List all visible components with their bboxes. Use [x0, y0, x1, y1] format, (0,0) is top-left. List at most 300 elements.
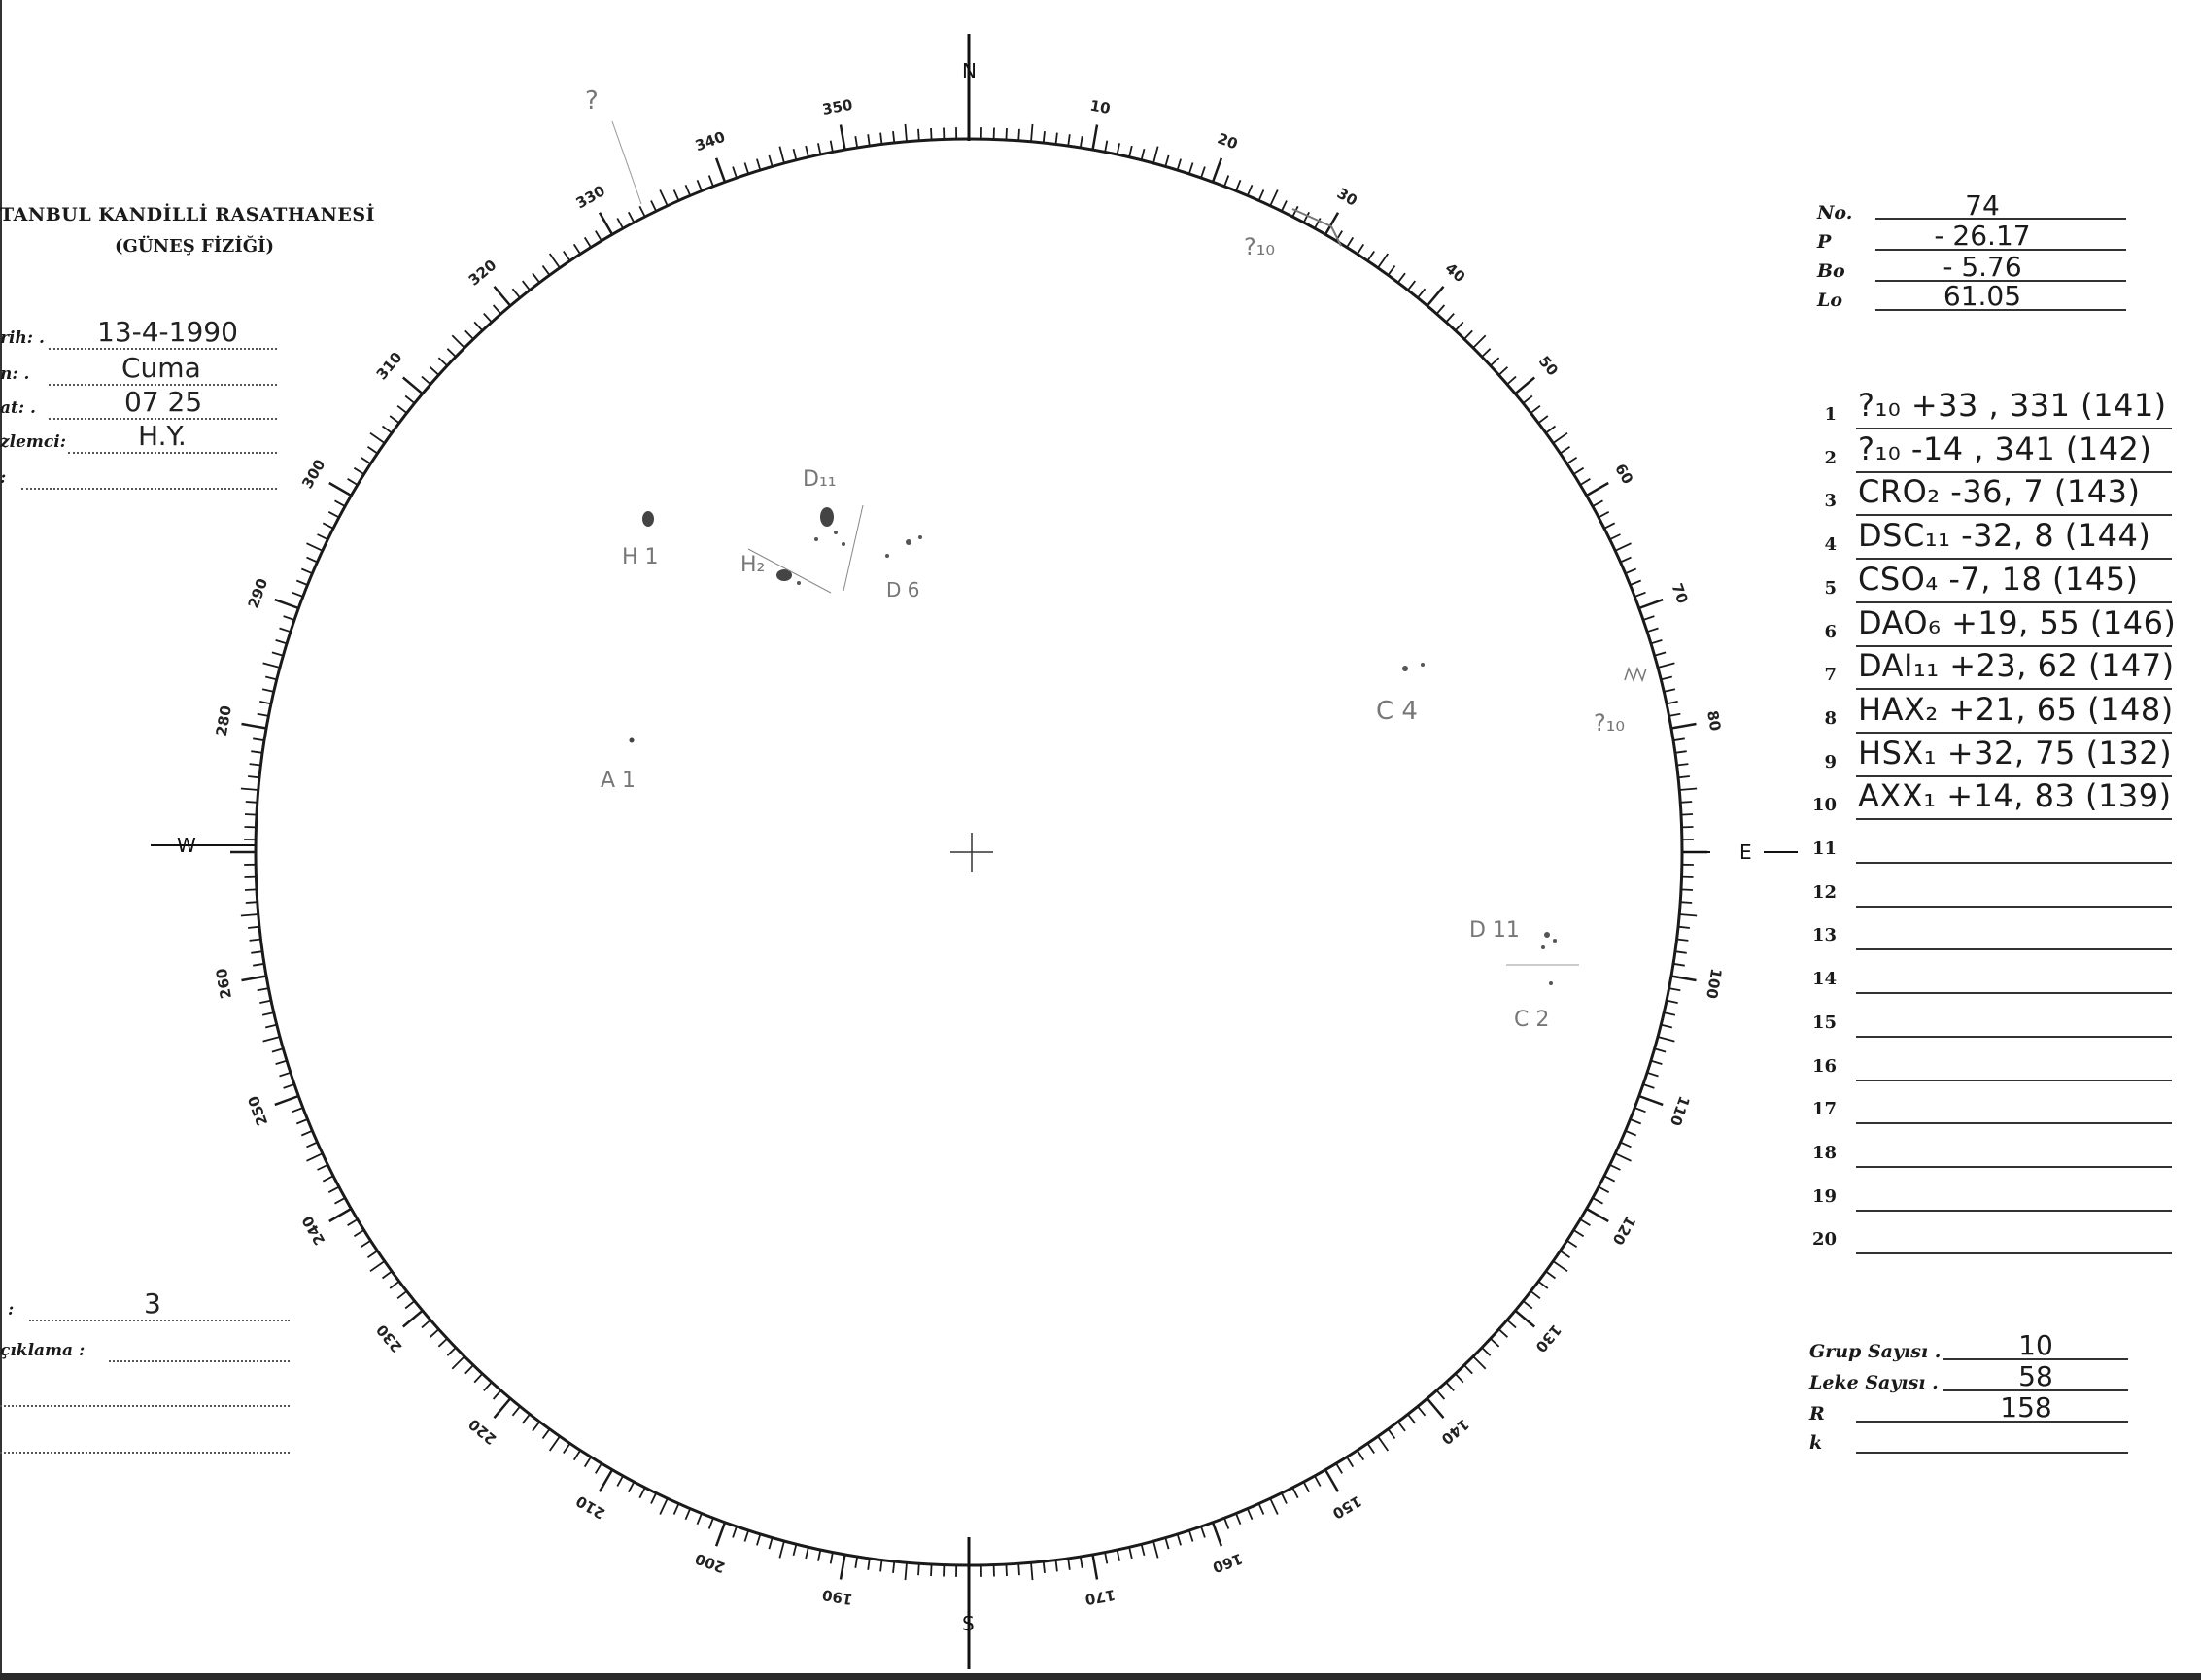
degree-tick [1667, 702, 1678, 704]
degree-tick [361, 458, 370, 464]
degree-tick [1068, 1559, 1070, 1570]
degree-tick [1189, 1530, 1193, 1541]
sunspot-group-c2 [1514, 981, 1553, 1032]
param-label-bo: Bo [1817, 260, 1845, 282]
degree-tick [1647, 1073, 1658, 1077]
degree-tick [1643, 1084, 1654, 1088]
degree-tick [1669, 714, 1681, 716]
degree-label: 340 [692, 127, 728, 155]
degree-tick [1201, 1526, 1205, 1537]
degree-tick [1610, 1165, 1621, 1170]
group-row-number: 15 [1811, 1012, 1837, 1033]
group-row-number: 19 [1811, 1186, 1837, 1207]
degree-tick [1507, 1320, 1516, 1328]
degree-tick [1491, 358, 1499, 365]
degree-tick [383, 427, 393, 433]
degree-label: 20 [1215, 129, 1241, 154]
degree-label: 40 [1441, 259, 1469, 287]
degree-tick [931, 128, 932, 140]
observer-value: H.Y. [138, 420, 187, 452]
degree-tick [674, 1504, 679, 1515]
degree-label: 220 [464, 1415, 500, 1449]
degree-tick [1142, 149, 1145, 160]
degree-tick [523, 281, 530, 291]
degree-tick [1456, 322, 1463, 330]
degree-tick [1282, 201, 1287, 212]
degree-tick [354, 468, 363, 474]
degree-tick [513, 289, 521, 297]
degree-tick [318, 534, 328, 539]
degree-tick [745, 1530, 749, 1541]
degree-tick [494, 1390, 501, 1399]
sunspot-label-d11-se: D 11 [1469, 918, 1520, 943]
degree-tick [447, 1348, 456, 1355]
param-value-bo: - 5.76 [1943, 251, 2022, 283]
degree-label: 190 [820, 1586, 854, 1609]
degree-tick [1105, 1553, 1107, 1564]
degree-tick [1677, 764, 1689, 765]
degree-tick [307, 543, 323, 551]
degree-tick [258, 714, 269, 716]
degree-tick [1678, 927, 1690, 928]
summary-label-r: R [1809, 1403, 1825, 1424]
degree-tick [1523, 396, 1531, 404]
degree-tick [259, 1001, 271, 1004]
degree-tick [1259, 1504, 1264, 1515]
degree-tick [405, 396, 414, 404]
degree-tick [265, 677, 277, 680]
degree-tick [629, 212, 635, 223]
group-row-entry: DAI₁₁ +23, 62 (147) [1858, 647, 2175, 684]
north-label: N [962, 59, 977, 83]
degree-tick [1515, 378, 1534, 394]
degree-tick [1634, 593, 1645, 597]
degree-tick [1593, 500, 1603, 506]
degree-tick [733, 167, 737, 178]
degree-tick [1574, 468, 1584, 474]
degree-tick [1259, 190, 1264, 201]
degree-tick [1464, 1365, 1472, 1374]
degree-tick [403, 1311, 423, 1327]
degree-tick [1530, 1291, 1540, 1298]
degree-tick [1473, 335, 1486, 348]
group-row-number: 11 [1811, 839, 1837, 859]
degree-tick [1561, 447, 1570, 454]
department-subtitle: (GÜNEŞ FİZİĞİ) [114, 236, 275, 257]
degree-tick [1270, 1498, 1278, 1514]
degree-tick [1427, 1398, 1444, 1418]
degree-label: 100 [1702, 967, 1726, 1001]
degree-label: 230 [372, 1320, 406, 1356]
degree-label: 280 [212, 703, 235, 737]
degree-tick [1398, 273, 1405, 283]
degree-tick [1538, 416, 1548, 423]
degree-tick [284, 616, 294, 620]
degree-tick [1367, 252, 1374, 261]
degree-tick [1680, 802, 1692, 803]
degree-tick [1679, 789, 1697, 791]
degree-tick [1437, 1390, 1445, 1399]
degree-tick [259, 702, 271, 704]
degree-tick [1664, 1012, 1675, 1015]
degree-tick [1667, 1001, 1678, 1004]
group-row-entry: ?₁₀ -14 , 341 (142) [1858, 430, 2152, 467]
degree-tick [495, 287, 511, 306]
degree-tick [906, 1562, 908, 1580]
degree-tick [1658, 663, 1674, 668]
degree-tick [1358, 244, 1364, 254]
degree-label: 130 [1531, 1320, 1565, 1356]
degree-tick [452, 1356, 464, 1369]
degree-label: 260 [212, 967, 235, 1001]
degree-tick [769, 1538, 772, 1550]
sunspot-group-d11-se [1469, 918, 1579, 965]
degree-tick [323, 523, 333, 529]
degree-tick [660, 190, 668, 206]
degree-tick [1580, 1219, 1590, 1225]
degree-tick [1561, 1251, 1570, 1257]
degree-tick [1367, 1444, 1374, 1454]
degree-tick [769, 155, 772, 167]
group-row-number: 10 [1811, 795, 1837, 815]
degree-tick [1615, 1153, 1631, 1161]
date-label: rih: . [0, 328, 45, 348]
degree-tick [292, 1108, 303, 1112]
degree-tick [1515, 1311, 1534, 1327]
degree-tick [474, 322, 482, 330]
sunspot-label-d6: D 6 [886, 578, 920, 601]
degree-tick [806, 146, 808, 157]
degree-tick [253, 964, 264, 966]
degree-tick [1639, 1096, 1664, 1105]
group-row-number: 5 [1824, 578, 1837, 599]
degree-tick [1677, 940, 1689, 941]
degree-tick [1464, 330, 1472, 339]
degree-tick [716, 1523, 725, 1547]
degree-tick [1604, 1176, 1615, 1182]
degree-tick [880, 1560, 881, 1572]
degree-tick [246, 902, 258, 903]
degree-tick [1553, 1261, 1567, 1271]
degree-tick [709, 176, 713, 187]
degree-tick [1093, 125, 1098, 151]
degree-tick [328, 1187, 339, 1193]
degree-tick [1634, 1108, 1645, 1112]
degree-tick [1031, 124, 1033, 142]
sunspot-label-unknown-east: ?₁₀ [1594, 709, 1625, 737]
degree-tick [1213, 158, 1221, 183]
degree-tick [868, 1559, 870, 1570]
summary-value-r: 158 [2000, 1391, 2052, 1423]
degree-tick [1236, 180, 1241, 190]
degree-tick [651, 1493, 656, 1504]
degree-tick [1567, 458, 1577, 464]
degree-tick [301, 569, 312, 574]
degree-tick [1129, 146, 1132, 157]
summary-label-spots: Leke Sayısı . [1809, 1372, 1939, 1393]
degree-tick [422, 377, 430, 385]
degree-tick [1538, 1282, 1548, 1288]
degree-tick [1671, 724, 1697, 729]
degree-tick [262, 1012, 274, 1015]
degree-label: 350 [820, 95, 854, 119]
degree-tick [1673, 964, 1685, 966]
degree-tick [600, 213, 612, 235]
degree-tick [1153, 147, 1158, 163]
param-label-no: No. [1817, 202, 1853, 223]
degree-tick [1491, 1339, 1499, 1347]
degree-tick [1621, 558, 1632, 563]
degree-tick [1599, 512, 1609, 518]
degree-tick [1418, 1406, 1426, 1415]
degree-tick [523, 1414, 530, 1423]
degree-tick [1675, 951, 1687, 953]
degree-tick [250, 764, 261, 765]
sunspot-group-d6 [843, 505, 922, 601]
degree-tick [543, 266, 550, 276]
group-row-number: 2 [1824, 448, 1837, 468]
degree-tick [779, 1541, 784, 1558]
degree-tick [745, 163, 749, 174]
degree-tick [596, 1463, 602, 1473]
degree-tick [686, 185, 691, 195]
degree-tick [1178, 1534, 1182, 1546]
degree-tick [296, 581, 307, 586]
group-row-number: 8 [1824, 708, 1837, 729]
degree-tick [585, 1457, 591, 1467]
sunspot-label-c4: C 4 [1376, 697, 1418, 726]
degree-tick [258, 988, 269, 990]
degree-tick [248, 776, 259, 777]
degree-tick [918, 129, 919, 141]
group-row-number: 9 [1824, 752, 1837, 772]
degree-tick [1282, 1493, 1287, 1504]
degree-tick [296, 1119, 307, 1124]
degree-tick [1378, 1436, 1388, 1451]
degree-tick [733, 1526, 737, 1537]
degree-tick [1626, 1131, 1636, 1136]
degree-tick [893, 1561, 894, 1573]
degree-tick [1347, 237, 1353, 247]
sunspot-group-h2 [740, 549, 831, 593]
sunspot-group-unknown-east [1594, 669, 1646, 737]
degree-tick [1056, 133, 1057, 145]
degree-tick [275, 1096, 299, 1105]
degree-tick [779, 147, 784, 163]
degree-tick [868, 134, 870, 146]
degree-tick [1626, 569, 1636, 574]
degree-tick [617, 219, 623, 229]
degree-tick [422, 1320, 430, 1328]
degree-tick [1621, 1143, 1632, 1148]
summary-label-k: k [1809, 1432, 1823, 1454]
degree-tick [1482, 349, 1491, 357]
degree-tick [465, 1365, 473, 1374]
degree-tick [1118, 143, 1120, 154]
degree-tick [686, 1509, 691, 1520]
sunspot-label-unknown-ne: ?₁₀ [1244, 233, 1275, 260]
degree-tick [242, 724, 267, 729]
degree-tick [617, 1476, 623, 1487]
summary-label-groups: Grup Sayısı . [1809, 1341, 1942, 1362]
degree-tick [1610, 534, 1621, 539]
degree-tick [1427, 287, 1444, 306]
degree-tick [495, 1398, 511, 1418]
degree-tick [629, 1482, 635, 1492]
degree-tick [1681, 814, 1693, 815]
degree-tick [880, 133, 881, 145]
degree-tick [280, 629, 291, 633]
degree-tick [348, 1219, 358, 1225]
degree-tick [1530, 406, 1540, 413]
degree-tick [757, 159, 761, 171]
degree-tick [307, 1153, 323, 1161]
south-label: S [962, 1612, 975, 1635]
degree-tick [1304, 1482, 1310, 1492]
degree-label: 290 [244, 575, 272, 611]
degree-tick [1388, 1429, 1394, 1439]
degree-tick [1056, 1560, 1057, 1572]
degree-tick [465, 330, 473, 339]
degree-tick [639, 1488, 645, 1498]
degree-label: 80 [1703, 708, 1725, 733]
degree-tick [390, 416, 399, 423]
degree-tick [1093, 1555, 1098, 1580]
degree-tick [284, 1084, 294, 1088]
group-row-entry: CSO₄ -7, 18 (145) [1858, 561, 2139, 598]
degree-label: 300 [298, 456, 329, 492]
degree-tick [1651, 1061, 1663, 1065]
degree-tick [1044, 131, 1045, 143]
group-row-number: 7 [1824, 665, 1837, 685]
degree-tick [474, 1374, 482, 1383]
observer-label: zlemci: [0, 432, 66, 452]
degree-tick [550, 254, 560, 268]
degree-tick [301, 1131, 312, 1136]
group-row-entry: DSC₁₁ -32, 8 (144) [1858, 517, 2151, 554]
degree-tick [1546, 1271, 1556, 1278]
day-label: n: . [0, 364, 30, 384]
degree-tick [564, 252, 570, 261]
degree-tick [328, 512, 339, 518]
degree-label: 140 [1437, 1415, 1473, 1449]
degree-tick [1631, 1119, 1641, 1124]
degree-tick [242, 977, 267, 981]
degree-tick [855, 136, 857, 148]
degree-tick [564, 1444, 570, 1454]
degree-tick [1189, 163, 1193, 174]
degree-tick [368, 447, 378, 454]
degree-tick [1673, 738, 1685, 740]
degree-tick [818, 1550, 821, 1561]
degree-tick [484, 314, 492, 323]
degree-tick [250, 940, 261, 941]
degree-tick [906, 124, 908, 142]
group-row-number: 1 [1824, 404, 1837, 425]
degree-tick [307, 558, 318, 563]
degree-tick [280, 1073, 291, 1077]
degree-tick [1655, 1048, 1667, 1051]
degree-tick [1655, 652, 1667, 655]
degree-tick [716, 158, 725, 183]
degree-tick [1681, 889, 1693, 890]
degree-tick [370, 1261, 385, 1271]
degree-tick [1456, 1374, 1463, 1383]
degree-tick [1165, 1538, 1168, 1550]
sunspot-group-a1 [601, 738, 636, 794]
degree-tick [698, 180, 703, 190]
param-label-lo: Lo [1817, 290, 1843, 311]
degree-tick [1418, 289, 1426, 297]
degree-tick [918, 1563, 919, 1575]
group-row-entry: DAO₆ +19, 55 (146) [1858, 604, 2177, 641]
degree-tick [1378, 254, 1388, 268]
degree-tick [1523, 1301, 1531, 1309]
degree-tick [1142, 1544, 1145, 1556]
sunspot-group-h1 [622, 511, 659, 569]
degree-tick [893, 131, 894, 143]
degree-tick [272, 652, 284, 655]
degree-tick [1118, 1550, 1120, 1561]
degree-tick [1388, 266, 1394, 276]
footer-value-1: 3 [144, 1287, 161, 1320]
degree-tick [1018, 1563, 1019, 1575]
degree-tick [452, 335, 464, 348]
degree-tick [1325, 213, 1338, 235]
degree-tick [1661, 677, 1672, 680]
degree-tick [1499, 1329, 1508, 1337]
degree-tick [276, 640, 288, 644]
degree-label: 240 [298, 1213, 329, 1249]
degree-tick [1129, 1547, 1132, 1559]
degree-tick [1580, 479, 1590, 485]
degree-tick [639, 206, 645, 217]
degree-tick [806, 1547, 808, 1559]
degree-tick [354, 1230, 363, 1236]
degree-tick [1068, 134, 1070, 146]
degree-tick [543, 1429, 550, 1439]
degree-tick [1358, 1451, 1364, 1460]
degree-tick [494, 305, 501, 314]
degree-tick [335, 500, 346, 506]
degree-tick [246, 802, 258, 803]
degree-tick [1336, 1463, 1342, 1473]
degree-label: 200 [692, 1549, 728, 1577]
group-row-entry: AXX₁ +14, 83 (139) [1858, 777, 2172, 814]
degree-tick [1678, 776, 1690, 777]
degree-label: 250 [244, 1093, 272, 1129]
degree-tick [1201, 167, 1205, 178]
degree-tick [390, 1282, 399, 1288]
degree-tick [329, 1209, 352, 1221]
day-value: Cuma [121, 352, 201, 384]
group-row-entry: ?₁₀ +33 , 331 (141) [1858, 387, 2167, 424]
degree-tick [841, 1555, 845, 1580]
degree-label: 150 [1329, 1491, 1365, 1523]
degree-tick [1587, 483, 1609, 496]
summary-value-spots: 58 [2018, 1360, 2053, 1392]
degree-tick [1292, 1488, 1298, 1498]
degree-tick [533, 1422, 539, 1431]
group-row-number: 18 [1811, 1143, 1837, 1163]
degree-tick [1178, 159, 1182, 171]
degree-tick [430, 1329, 439, 1337]
degree-tick [585, 237, 591, 247]
degree-tick [794, 149, 797, 160]
degree-tick [651, 201, 656, 212]
degree-tick [1347, 1457, 1353, 1467]
group-row-number: 13 [1811, 925, 1837, 945]
